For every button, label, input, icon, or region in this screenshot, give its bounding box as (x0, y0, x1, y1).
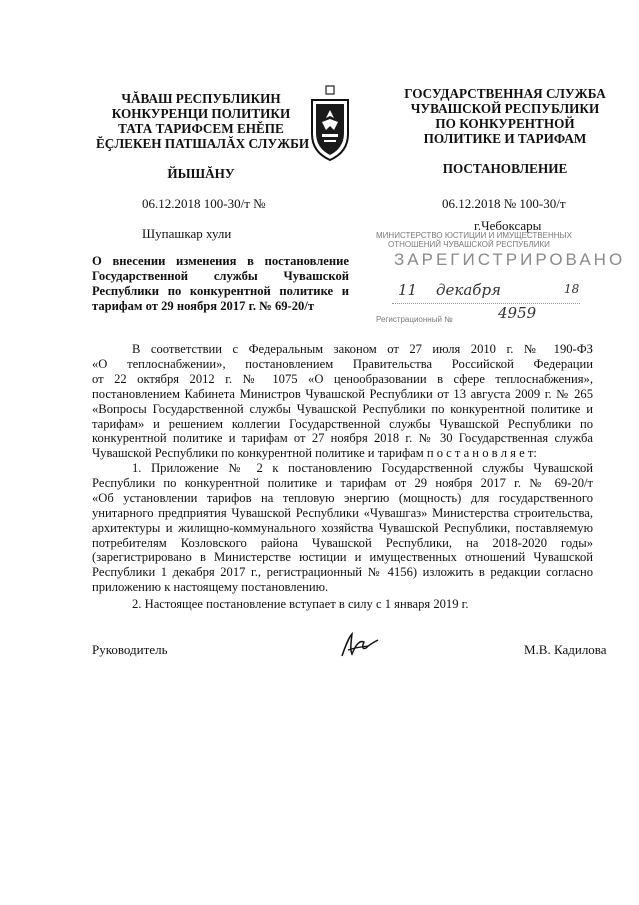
date-number-left: 06.12.2018 100-30/т № (142, 196, 266, 211)
header-right-line: ПО КОНКУРЕНТНОЙ (435, 116, 575, 131)
city-left: Шупашкар хули (142, 226, 232, 241)
item-1-line: «Об установлении тарифов на тепловую энергию (мощность) для государственного (92, 490, 593, 505)
item-2-paragraph (92, 597, 593, 612)
stamp-ministry-line: ОТНОШЕНИЙ ЧУВАШСКОЙ РЕСПУБЛИКИ (388, 240, 550, 249)
item-2-line: 2. Настоящее постановление вступает в силу с 1 января 2019 г. (132, 597, 469, 611)
intro-line: от 22 октября 2012 г. № 1075 «О ценообразовании в сфере теплоснабжения», (92, 371, 593, 386)
header-right-line: ПОЛИТИКЕ И ТАРИФАМ (423, 131, 587, 146)
subject-line: Республики по конкурентной политике и (92, 284, 349, 298)
chuvash-emblem-icon (306, 86, 354, 166)
signature-position: Руководитель (92, 642, 168, 657)
header-left-line: ЧĂВАШ РЕСПУБЛИКИН (121, 91, 281, 106)
stamp-month: декабря (436, 281, 501, 299)
stamp-reg-label: Регистрационный № (376, 315, 453, 324)
intro-line: тарифам» и решением коллегии Государственной службы Чувашской Республики по (92, 416, 593, 431)
signature-name: М.В. Кадилова (524, 642, 607, 657)
item-1-line: (зарегистрировано в Министерстве юстиции и имущественных отношений Чувашской (92, 550, 593, 565)
stamp-reg-number: 4959 (498, 304, 537, 322)
doc-type-right: ПОСТАНОВЛЕНИЕ (442, 161, 568, 176)
subject-line: тарифам от 29 ноября 2017 г. № 69-20/т (92, 299, 315, 313)
header-right-line: ЧУВАШСКОЙ РЕСПУБЛИКИ (410, 101, 600, 116)
city-right: г.Чебоксары (474, 218, 542, 233)
subject-line: О внесении изменения в постановление (92, 254, 349, 268)
item-1-line: архитектуры и жилищно-коммунального хозяйства Чувашской Республики, поставляемую (92, 520, 593, 535)
header-right-line: ГОСУДАРСТВЕННАЯ СЛУЖБА (404, 86, 606, 101)
intro-line: Чувашской Республики по конкурентной политике и тарифам п о с т а н о в л я е т: (92, 446, 537, 461)
item-1-line: Республики по конкурентной политике и тарифам от 29 ноября 2017 г. № 69-20/т (92, 475, 593, 490)
item-1-line: 1. Приложение № 2 к постановлению Государственной службы Чувашской (132, 461, 593, 475)
intro-paragraph (92, 342, 593, 461)
stamp-underline (392, 303, 580, 304)
item-1-line: унитарного предприятия Чувашской Республики «Чувашгаз» Министерства строительства, (92, 505, 593, 520)
stamp-ministry-line: МИНИСТЕРСТВО ЮСТИЦИИ И ИМУЩЕСТВЕННЫХ (376, 231, 572, 240)
handwritten-signature (338, 630, 382, 660)
intro-line: В соответствии с Федеральным законом от 27 июля 2010 г. № 190-ФЗ (132, 342, 593, 356)
doc-type-left: ЙЫШĂНУ (167, 166, 235, 181)
header-left-line: ĔҪЛЕКЕН ПАТШАЛĂХ СЛУЖБИ (96, 136, 310, 151)
intro-line: постановлением Кабинета Министров Чувашской Республики от 13 августа 2009 г. № 265 (92, 386, 593, 401)
intro-line: «Вопросы Государственной службы Чувашской Республики по конкурентной политике и (92, 401, 593, 416)
header-right (385, 86, 625, 176)
intro-line: конкурентной политике и тарифам от 27 ноября 2018 г. № 30 Государственная служба (92, 431, 593, 446)
item-1-line: потребителям Козловского района Чувашской Республики, на 2018-2020 годы» (92, 535, 593, 550)
item-1-line: Республики 1 декабря 2017 г., регистрационный № 4156) изложить в редакции согласно (92, 565, 593, 580)
registration-stamp (370, 229, 626, 329)
subject-line: Государственной службы Чувашской (92, 269, 349, 283)
item-1-line: приложению к настоящему постановлению. (92, 580, 329, 595)
intro-line: «О теплоснабжении», постановлением Правительства Российской Федерации (92, 356, 593, 371)
stamp-registered: ЗАРЕГИСТРИРОВАНО (394, 250, 626, 269)
stamp-year: 18 (564, 282, 580, 296)
date-number-right: 06.12.2018 № 100-30/т (442, 196, 566, 211)
header-left-line: КОНКУРЕНЦИ ПОЛИТИКИ (111, 106, 291, 121)
document-subject (92, 254, 349, 314)
item-1-paragraph (92, 461, 593, 595)
header-left (96, 91, 310, 181)
stamp-day: 11 (398, 281, 418, 299)
header-left-line: ТАТА ТАРИФСЕМ ЕНĚПЕ (118, 121, 284, 136)
